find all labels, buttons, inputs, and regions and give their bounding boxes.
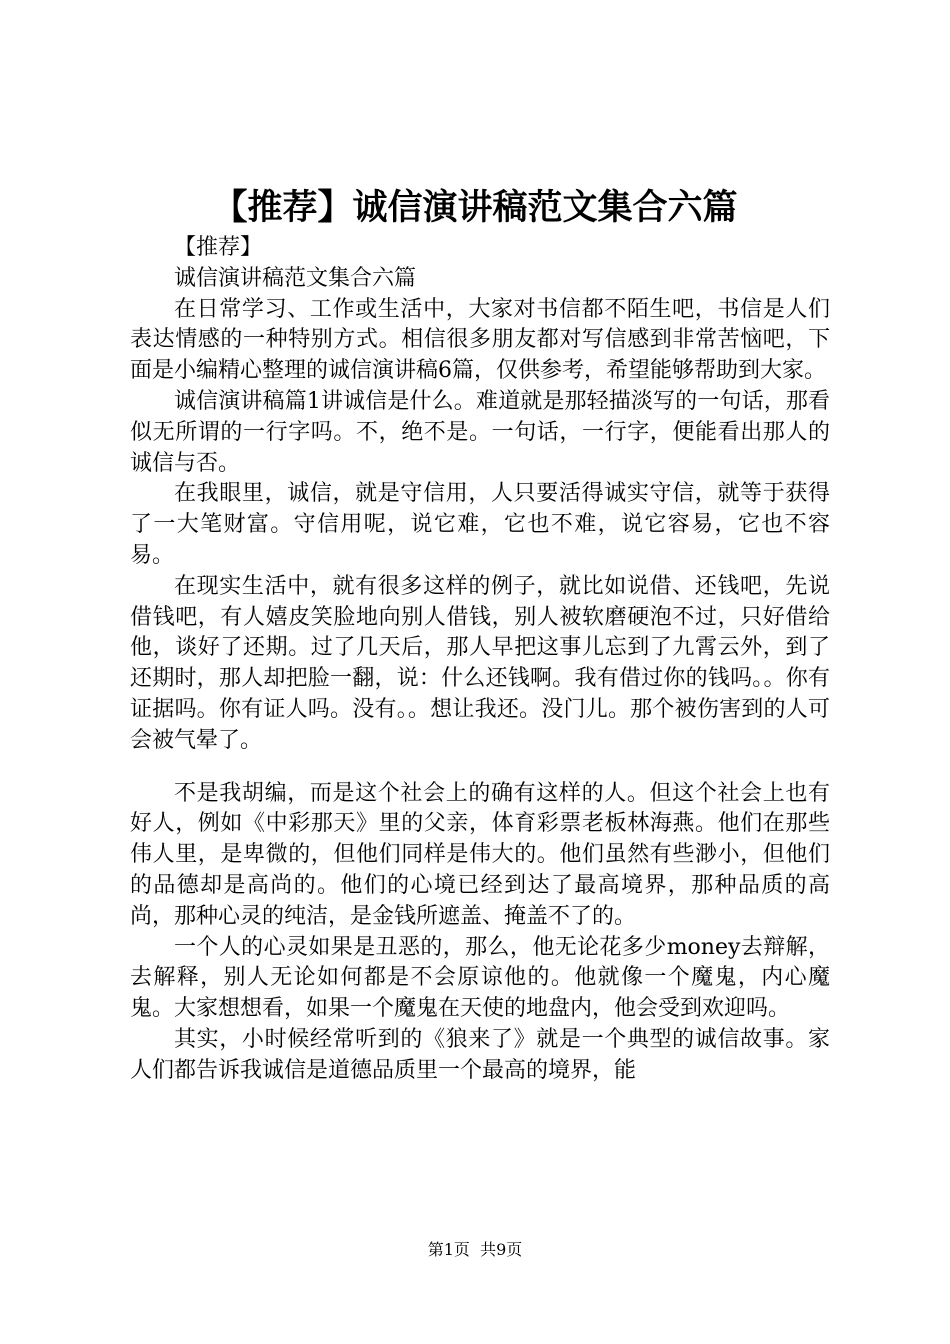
paragraph-subtitle: 诚信演讲稿范文集合六篇 bbox=[174, 265, 417, 291]
document-body bbox=[130, 233, 830, 1087]
paragraph-ugly-heart: 一个人的心灵如果是丑恶的，那么，他无论花多少money去辩解，去解释，别人无论如何都是不会原谅他的。他就像一个魔鬼，内心魔鬼。大家想想看，如果一个魔鬼在天使的地盘内，他会受到欢迎吗。 bbox=[130, 934, 830, 1022]
page-footer: 第1页 共9页 bbox=[427, 1240, 523, 1259]
page-title: 【推荐】诚信演讲稿范文集合六篇 bbox=[212, 187, 738, 228]
paragraph-intro: 在日常学习、工作或生活中，大家对书信都不陌生吧，书信是人们表达情感的一种特别方式。相信很多朋友都对写信感到非常苦恼吧，下面是小编精心整理的诚信演讲稿6篇，仅供参考，希望能够帮助到大家。 bbox=[130, 296, 830, 384]
paragraph-wolf-story: 其实，小时候经常听到的《狼来了》就是一个典型的诚信故事。家人们都告诉我诚信是道德品质里一个最高的境界，能 bbox=[130, 1026, 830, 1083]
paragraph-good-people: 不是我胡编，而是这个社会上的确有这样的人。但这个社会上也有好人，例如《中彩那天》里的父亲，体育彩票老板林海燕。他们在那些伟人里，是卑微的，但他们同样是伟大的。他们虽然有些渺小，但他们的品德却是高尚的。他们的心境已经到达了最高境界，那种品质的高尚，那种心灵的纯洁，是金钱所遮盖、掩盖不了的。 bbox=[130, 780, 830, 929]
paragraph-tag: 【推荐】 bbox=[174, 235, 263, 260]
paragraph-speech-1: 诚信演讲稿篇1讲诚信是什么。难道就是那轻描淡写的一句话，那看似无所谓的一行字吗。不，绝不是。一句话，一行字，便能看出那人的诚信与否。 bbox=[130, 388, 830, 476]
paragraph-borrow-example: 在现实生活中，就有很多这样的例子，就比如说借、还钱吧，先说借钱吧，有人嬉皮笑脸地向别人借钱，别人被软磨硬泡不过，只好借给他，谈好了还期。过了几天后，那人早把这事儿忘到了九霄云外，到了还期时，那人却把脸一翻，说：什么还钱啊。我有借过你的钱吗。。你有证据吗。你有证人吗。没有。。想让我还。没门儿。那个被伤害到的人可会被气晕了。 bbox=[130, 573, 830, 753]
paragraph-trust-meaning: 在我眼里，诚信，就是守信用，人只要活得诚实守信，就等于获得了一大笔财富。守信用呢，说它难，它也不难，说它容易，它也不容易。 bbox=[130, 481, 830, 568]
